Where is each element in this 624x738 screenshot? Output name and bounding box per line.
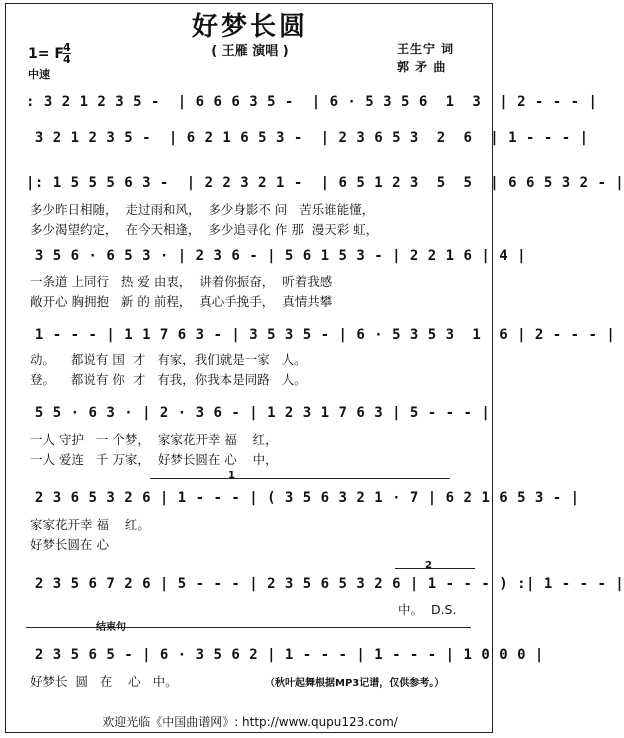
score-line-3: |: 1 5 5 5 6 3 - | 2 2 3 2 1 - | 6 5 1 2 3 5 5 | 6 6 5 3 2 - | — [26, 175, 624, 191]
lyric-3-verse2: 多少渴望约定， 在今天相逢， 多少追寻化 作 那 漫天彩 虹， — [30, 222, 379, 237]
lyric-4-verse2: 敞开心 胸拥抱 新 的 前程， 真心手挽手， 真情共攀 — [30, 294, 333, 309]
volta-2-bracket — [395, 568, 475, 569]
lyric-6-verse2: 一人 爱连 千 万家， 好梦长圆在 心 中， — [30, 452, 278, 467]
composer-credit: 郭 矛 曲 — [397, 60, 447, 74]
lyric-6-verse1: 一人 守护 一 个梦， 家家花开幸 福 红， — [30, 432, 278, 447]
site-footer: 欢迎光临《中国曲谱网》: http://www.qupu123.com/ — [102, 715, 398, 729]
lyric-7-verse2: 好梦长圆在 心 — [30, 537, 109, 552]
score-line-8: 2 3 5 6 7 2 6 | 5 - - - | 2 3 5 6 5 3 2 6 | 1 - - - ) :| 1 - - - | — [26, 576, 624, 592]
transcription-note: （秋叶起舞根据MP3记谱，仅供参考。） — [265, 678, 445, 689]
score-line-9: 2 3 5 6 5 - | 6 · 3 5 6 2 | 1 - - - | 1 - - - | 1 0 0 0 | — [26, 647, 544, 663]
score-line-2: 3 2 1 2 3 5 - | 6 2 1 6 5 3 - | 2 3 6 5 3 2 6 | 1 - - - | — [26, 130, 589, 146]
lyric-7-verse1: 家家花开幸 福 红。 — [30, 517, 150, 532]
key-signature: 1= F — [28, 46, 64, 62]
score-line-5: 1 - - - | 1 1 7 6 3 - | 3 5 3 5 - | 6 · 5 3 5 3 1 6 | 2 - - - | — [26, 327, 616, 343]
lyric-3-verse1: 多少昨日相随， 走过雨和风， 多少身影不 问 苦乐谁能懂， — [30, 202, 375, 217]
lyricist-credit: 王生宁 词 — [397, 42, 455, 56]
ending-label: 结束句 — [96, 622, 126, 633]
lyric-4-verse1: 一条道 上同行 热 爱 由衷， 讲着你振奋， 听着我感 — [30, 274, 333, 289]
volta-1-label: 1 — [228, 470, 235, 481]
score-line-6: 5 5 · 6 3 · | 2 · 3 6 - | 1 2 3 1 7 6 3 | 5 - - - | — [26, 405, 491, 421]
lyric-5-verse1: 动。 都说有 国 才 有家，我们就是一家 人。 — [30, 352, 307, 367]
score-frame — [5, 3, 493, 733]
volta-2-label: 2 — [425, 560, 432, 571]
lyric-8: 中。 D.S. — [398, 602, 457, 617]
score-line-7: 2 3 6 5 3 2 6 | 1 - - - | ( 3 5 6 3 2 1 · 7 | 6 2 1 6 5 3 - | — [26, 490, 580, 506]
volta-1-bracket — [150, 478, 450, 479]
score-line-4: 3 5 6 · 6 5 3 · | 2 3 6 - | 5 6 1 5 3 - | 2 2 1 6 | 4 | — [26, 248, 527, 264]
tempo-marking: 中速 — [28, 68, 50, 81]
time-signature: 4 4 — [63, 41, 71, 66]
score-line-1: : 3 2 1 2 3 5 - | 6 6 6 3 5 - | 6 · 5 3 5 6 1 3 | 2 - - - | — [26, 94, 598, 110]
lyric-9: 好梦长 圆 在 心 中。 — [30, 674, 178, 689]
performer-label: ( 王雁 演唱 ) — [211, 44, 289, 59]
lyric-5-verse2: 登。 都说有 你 才 有我，你我本是同路 人。 — [30, 372, 307, 387]
song-title: 好梦长圆 — [191, 12, 308, 42]
ending-bracket — [26, 627, 471, 628]
